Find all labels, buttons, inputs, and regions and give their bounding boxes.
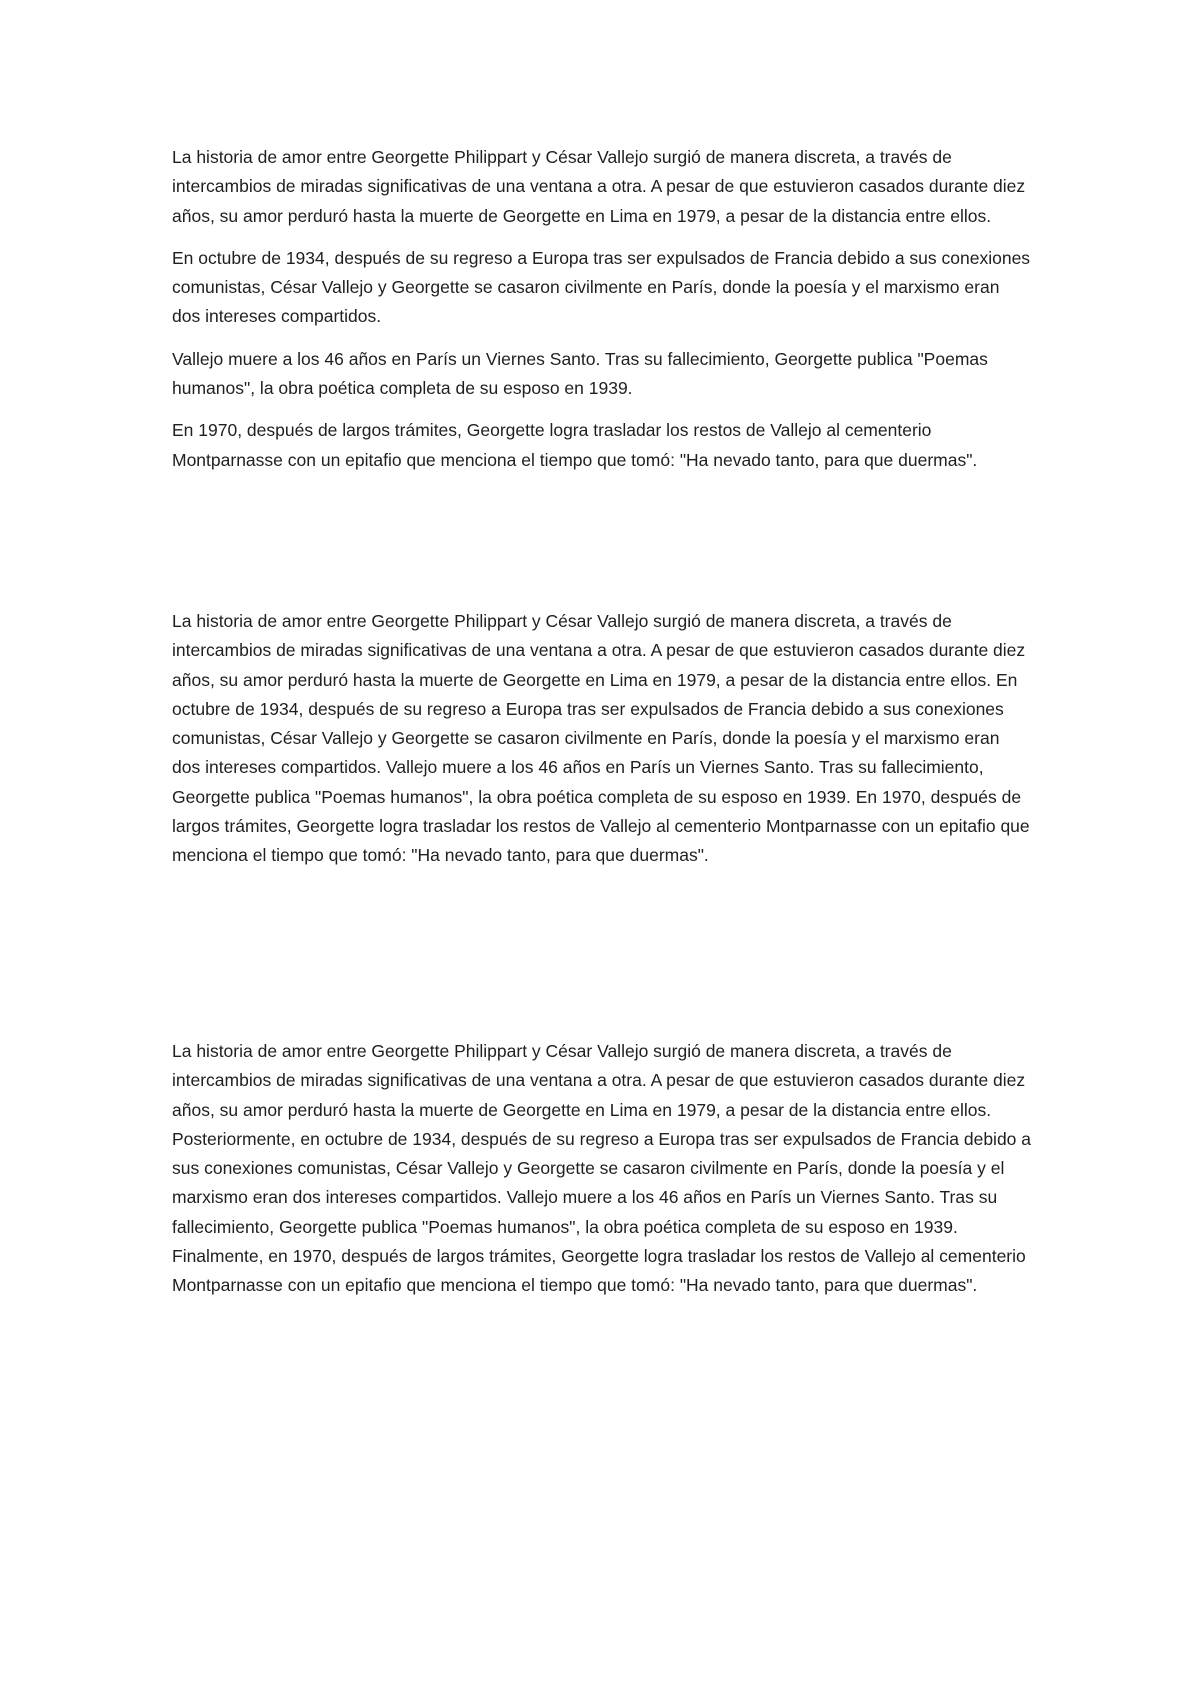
text-block-merged-paragraph [172,607,1032,884]
paragraph: La historia de amor entre Georgette Philippart y César Vallejo surgió de manera discreta, a través de intercambios de miradas significativas de una ventana a otra. A pesar de que estuvieron casados durante diez años, su amor perduró hasta la muerte de Georgette en Lima en 1979, a pesar de la distancia entre ellos. [172,147,1026,226]
paragraph: Vallejo muere a los 46 años en París un Viernes Santo. Tras su fallecimiento, Georgette publica "Poemas humanos", la obra poética completa de su esposo en 1939. [172,348,988,399]
text-block-separate-paragraphs [172,143,1032,488]
paragraph: En 1970, después de largos trámites, Georgette logra trasladar los restos de Vallejo al cementerio Montparnasse con un epitafio que menciona el tiempo que tomó: "Ha nevado tanto, para que duermas". [172,420,978,470]
paragraph: En octubre de 1934, después de su regreso a Europa tras ser expulsados de Francia debido a sus conexiones comunistas, César Vallejo y Georgette se casaron civilmente en París, donde la poesía y el marxismo eran dos intereses compartidos. [172,247,1031,327]
text-block-connected-paragraph [172,1037,1032,1314]
paragraph: La historia de amor entre Georgette Philippart y César Vallejo surgió de manera discreta, a través de intercambios de miradas significativas de una ventana a otra. A pesar de que estuvieron casados durante diez años, su amor perduró hasta la muerte de Georgette en Lima en 1979, a pesar de la distancia entre ellos. Posteriormente, en octubre de 1934, después de su regreso a Europa tras ser expulsados de Francia debido a sus conexiones comunistas, César Vallejo y Georgette se casaron civilmente en París, donde la poesía y el marxismo eran dos intereses compartidos. Vallejo muere a los 46 años en París un Viernes Santo. Tras su fallecimiento, Georgette publica "Poemas humanos", la obra poética completa de su esposo en 1939. Finalmente, en 1970, después de largos trámites, Georgette logra trasladar los restos de Vallejo al cementerio Montparnasse con un epitafio que menciona el tiempo que tomó: "Ha nevado tanto, para que duermas". [172,1041,1032,1296]
paragraph: La historia de amor entre Georgette Philippart y César Vallejo surgió de manera discreta, a través de intercambios de miradas significativas de una ventana a otra. A pesar de que estuvieron casados durante diez años, su amor perduró hasta la muerte de Georgette en Lima en 1979, a pesar de la distancia entre ellos. En octubre de 1934, después de su regreso a Europa tras ser expulsados de Francia debido a sus conexiones comunistas, César Vallejo y Georgette se casaron civilmente en París, donde la poesía y el marxismo eran dos intereses compartidos. Vallejo muere a los 46 años en París un Viernes Santo. Tras su fallecimiento, Georgette publica "Poemas humanos", la obra poética completa de su esposo en 1939. En 1970, después de largos trámites, Georgette logra trasladar los restos de Vallejo al cementerio Montparnasse con un epitafio que menciona el tiempo que tomó: "Ha nevado tanto, para que duermas". [172,611,1030,866]
